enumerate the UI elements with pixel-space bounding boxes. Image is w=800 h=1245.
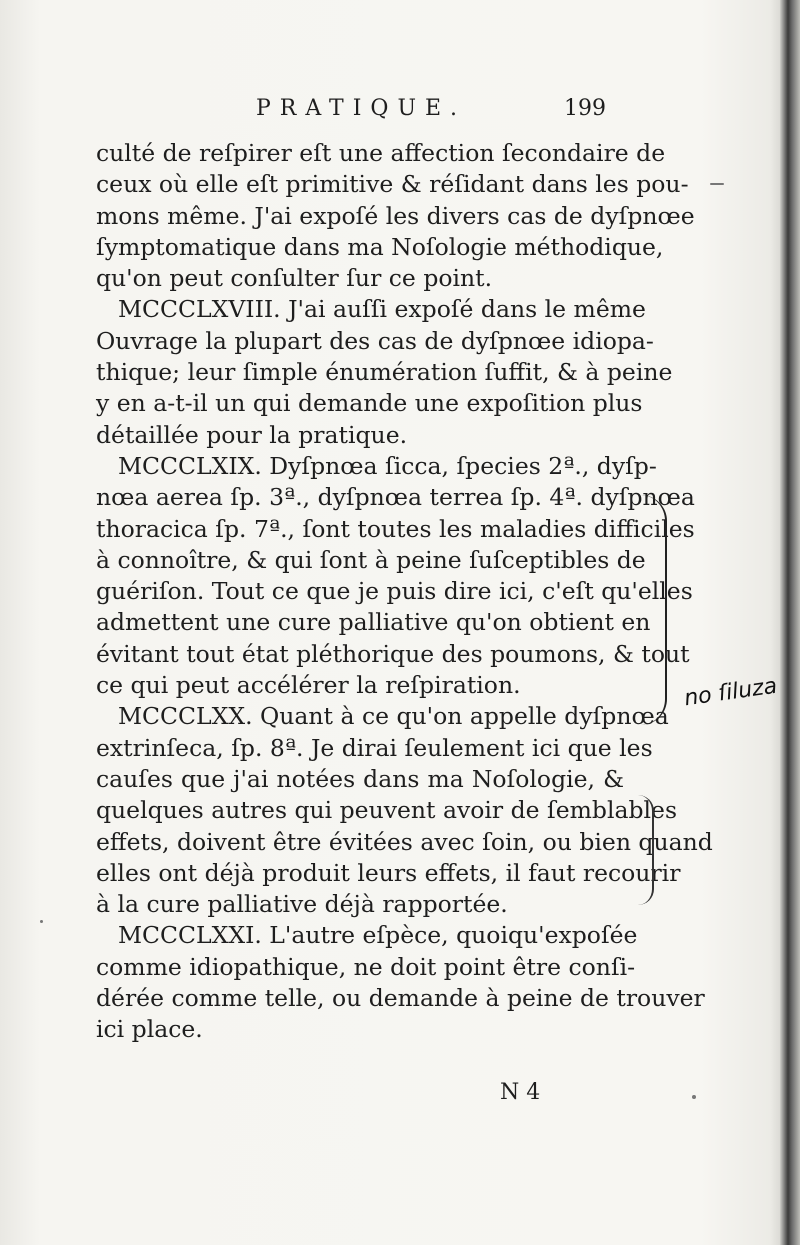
text-line: détaillée pour la pratique. [96,420,408,449]
text-line: y en a-t-il un qui demande une expoſition plus [96,389,643,418]
handwritten-annotation: no ſiluza [682,673,779,712]
text-line: ce qui peut accélérer la reſpiration. [96,671,521,700]
text-line: mons même. J'ai expoſé les divers cas de dyſpnœe [96,201,695,230]
book-spine [780,0,800,1245]
text-line: admettent une cure palliative qu'on obtient en [96,608,651,637]
running-head: PRATIQUE. [256,96,467,121]
text-line: nœa aerea ſp. 3ª., dyſpnœa terrea ſp. 4ª. dyſpnœa [96,483,695,512]
margin-bracket-small [638,795,654,905]
text-line: à connoître, & qui ſont à peine ſuſceptibles de [96,545,646,574]
text-line: effets, doivent être évitées avec ſoin, ou bien quand [96,827,713,856]
text-line: ici place. [96,1015,203,1044]
text-line: guériſon. Tout ce que je puis dire ici, c'eſt qu'elles [96,577,693,606]
text-line: thoracica ſp. 7ª., ſont toutes les maladies difficiles [96,514,695,543]
text-line: cauſes que j'ai notées dans ma Noſologie, & [96,764,624,793]
ink-speck [40,920,43,923]
text-line: ceux où elle eſt primitive & réſidant dans les pou- [96,170,689,199]
text-line: quelques autres qui peuvent avoir de ſemblables [96,796,678,825]
paragraph-start-mccclxx: MCCCLXX. Quant à ce qu'on appelle dyſpnœa [118,702,669,731]
text-line: évitant tout état pléthorique des poumons, & tout [96,639,690,668]
text-line: à la cure palliative déjà rapportée. [96,890,508,919]
text-line: dérée comme telle, ou demande à peine de trouver [96,984,705,1013]
ink-speck [692,1095,696,1099]
paragraph-start-mccclxix: MCCCLXIX. Dyſpnœa ſicca, ſpecies 2ª., dyſp- [118,451,657,480]
ink-mark [710,183,724,185]
page-number: 199 [564,96,606,121]
text-line: culté de reſpirer eſt une affection ſecondaire de [96,139,666,167]
margin-bracket [641,495,667,725]
text-line: comme idiopathique, ne doit point être conſi- [96,952,636,981]
text-line: thique; leur ſimple énumération ſuffit, & à peine [96,358,673,387]
text-line: elles ont déjà produit leurs effets, il faut recourir [96,858,681,887]
body-text [96,138,713,1046]
page-header [96,92,616,132]
signature-mark: N 4 [500,1080,541,1105]
text-line: ſymptomatique dans ma Noſologie méthodique, [96,232,664,261]
text-line: qu'on peut conſulter ſur ce point. [96,264,493,293]
text-line: Ouvrage la plupart des cas de dyſpnœe idiopa- [96,326,654,355]
paragraph-start-mccclxviii: MCCCLXVIII. J'ai auſſi expoſé dans le même [118,295,646,324]
text-line: extrinſeca, ſp. 8ª. Je dirai ſeulement ici que les [96,733,653,762]
paragraph-start-mccclxxi: MCCCLXXI. L'autre eſpèce, quoiqu'expoſée [118,921,638,950]
